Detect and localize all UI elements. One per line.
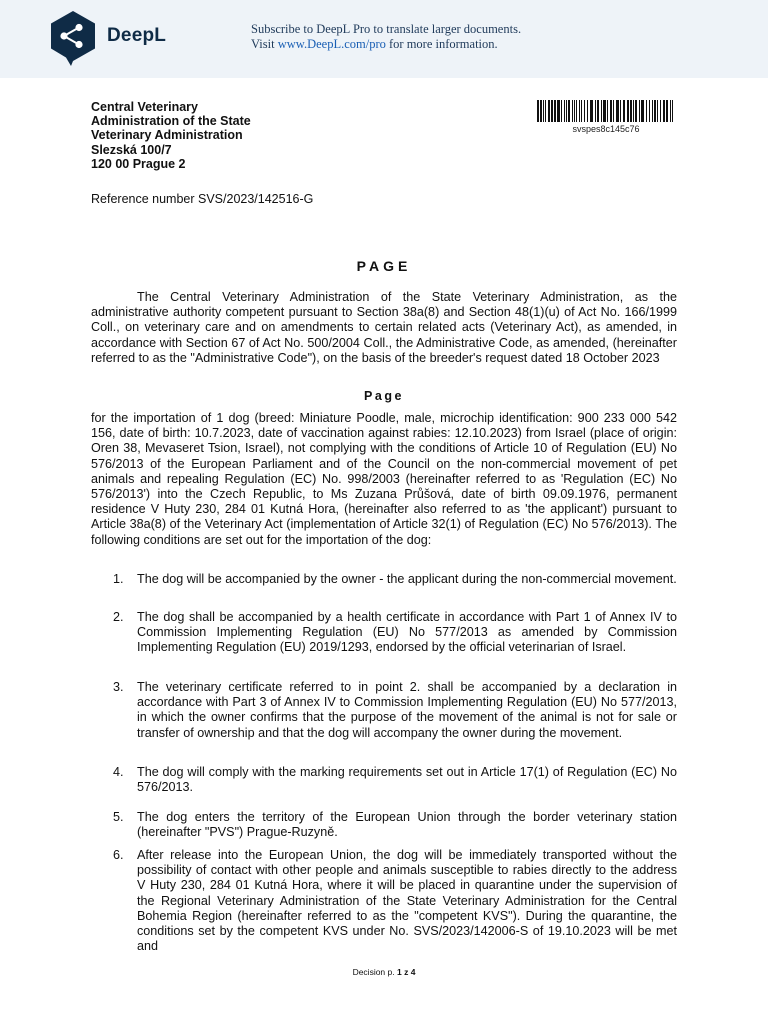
condition-number: 6. bbox=[113, 848, 124, 862]
barcode-bar bbox=[572, 100, 573, 122]
barcode-bar bbox=[543, 100, 544, 122]
barcode-bar bbox=[590, 100, 593, 122]
barcode-bar bbox=[660, 100, 661, 122]
barcode-bar bbox=[649, 100, 650, 122]
sender-line: Administration of the State bbox=[91, 114, 251, 129]
condition-item bbox=[91, 848, 677, 954]
condition-text: The dog shall be accompanied by a health certificate in accordance with Part 1 of Annex IV to Commission Implementing Regulation (EU) No 577/2013 as amended by Commission Implementing Regulation (EU) 2019/1293, endorsed by the official veterinarian of Israel. bbox=[137, 610, 677, 655]
banner-line-2-prefix: Visit bbox=[251, 37, 278, 51]
barcode-bar bbox=[657, 100, 658, 122]
body-paragraph: for the importation of 1 dog (breed: Miniature Poodle, male, microchip identification: 900 233 000 542 156, date of birth: 10.7.2023, date of vaccination against rabies: 12.10.2023) from Israel (place of origin: Oren 38, Mevaseret Tsion, Israel), not complying with the conditions of Article 10 of Regulation (EU) No 576/2013 of the European Parliament and of the Council on the non-commercial movement of pet animals and repealing Regulation (EC) No. 998/2003 (hereinafter referred to as 'Regulation (EC) No 576/2013') into the Czech Republic, to Ms Zuzana Průšová, date of birth 09.09.1976, permanent residence V Huty 230, 284 01 Kutná Hora, (hereinafter also referred to as 'the applicant') pursuant to Article 38a(8) of the Veterinary Act (implementation of Article 32(1) of Regulation (EC) No 576/2013). The following conditions are set out for the importation of the dog: bbox=[91, 411, 677, 547]
section-subtitle: Page bbox=[364, 389, 404, 403]
barcode-bar bbox=[672, 100, 673, 122]
document-barcode bbox=[537, 100, 675, 134]
barcode-bar bbox=[557, 100, 560, 122]
barcode-bar bbox=[666, 100, 668, 122]
condition-number: 3. bbox=[113, 680, 124, 694]
condition-text: The dog will be accompanied by the owner - the applicant during the non-commercial movement. bbox=[137, 572, 677, 586]
barcode-bar bbox=[603, 100, 606, 122]
barcode-bar bbox=[654, 100, 656, 122]
barcode-bar bbox=[568, 100, 570, 122]
barcode-bar bbox=[652, 100, 653, 122]
barcode-bar bbox=[574, 100, 575, 122]
condition-text: The veterinary certificate referred to in point 2. shall be accompanied by a declaration in accordance with Part 3 of Annex IV to Commission Implementing Regulation (EU) No 577/2013, in which the owner confirms that the purpose of the movement of the animal is not for sale or transfer of ownership and that the dog will accompany the owner during the movement. bbox=[137, 680, 677, 740]
barcode-icon bbox=[537, 100, 675, 122]
sender-line: Veterinary Administration bbox=[91, 128, 243, 143]
barcode-bar bbox=[623, 100, 625, 122]
intro-paragraph: The Central Veterinary Administration of the State Veterinary Administration, as the administrative authority competent pursuant to Section 38a(8) and Section 48(1)(u) of Act No. 166/1999 Coll., on veterinary care and on amendments to certain related acts (Veterinary Act), as amended, in accordance with Section 67 of Act No. 500/2004 Coll., the Administrative Code, as amended, (hereinafter referred to as the "Administrative Code"), on the basis of the breeder's request dated 18 October 2023 bbox=[91, 290, 677, 365]
barcode-bar bbox=[540, 100, 542, 122]
condition-number: 5. bbox=[113, 810, 124, 824]
barcode-bar bbox=[587, 100, 588, 122]
barcode-bar bbox=[670, 100, 671, 122]
barcode-bar bbox=[561, 100, 562, 122]
condition-text: The dog enters the territory of the European Union through the border veterinary station (hereinafter "PVS") Prague-Ruzyně. bbox=[137, 810, 677, 840]
barcode-bar bbox=[545, 100, 546, 122]
barcode-bar bbox=[564, 100, 565, 122]
barcode-bar bbox=[610, 100, 612, 122]
condition-item bbox=[91, 610, 677, 656]
barcode-bar bbox=[635, 100, 637, 122]
barcode-bar bbox=[548, 100, 550, 122]
barcode-bar bbox=[616, 100, 619, 122]
footer-label: Decision p. bbox=[352, 967, 395, 977]
barcode-bar bbox=[663, 100, 665, 122]
barcode-bar bbox=[579, 100, 580, 122]
document-title: PAGE bbox=[356, 258, 412, 274]
banner-line-2-suffix: for more information. bbox=[385, 37, 498, 51]
banner-line-1: Subscribe to DeepL Pro to translate larger documents. bbox=[251, 22, 522, 36]
sender-line: Slezská 100/7 bbox=[91, 142, 172, 157]
banner-message bbox=[251, 22, 521, 52]
barcode-bar bbox=[537, 100, 539, 122]
barcode-bar bbox=[633, 100, 634, 122]
barcode-bar bbox=[646, 100, 647, 122]
banner-line-2 bbox=[251, 37, 521, 52]
barcode-bar bbox=[607, 100, 608, 122]
barcode-bar bbox=[554, 100, 556, 122]
barcode-bar bbox=[613, 100, 614, 122]
reference-number: Reference number SVS/2023/142516-G bbox=[91, 192, 314, 206]
sender-line: Central Veterinary bbox=[91, 100, 198, 114]
barcode-bar bbox=[620, 100, 621, 122]
condition-item bbox=[91, 765, 677, 795]
barcode-bar bbox=[581, 100, 582, 122]
barcode-code: svspes8c145c76 bbox=[572, 124, 640, 134]
barcode-bar bbox=[595, 100, 596, 122]
condition-number: 4. bbox=[113, 765, 124, 779]
condition-number: 2. bbox=[113, 610, 124, 624]
condition-item bbox=[91, 572, 677, 587]
barcode-bar bbox=[639, 100, 640, 122]
condition-number: 1. bbox=[113, 572, 124, 586]
condition-item bbox=[91, 680, 677, 741]
barcode-bar bbox=[630, 100, 632, 122]
deepl-brand-name: DeepL bbox=[107, 25, 167, 46]
page-footer bbox=[0, 967, 768, 977]
barcode-bar bbox=[551, 100, 553, 122]
sender-address bbox=[91, 100, 251, 171]
sender-line: 120 00 Prague 2 bbox=[91, 156, 186, 171]
deepl-banner bbox=[0, 0, 768, 78]
condition-text: After release into the European Union, the dog will be immediately transported without the possibility of contact with other people and animals susceptible to rabies directly to the address V Huty 230, 284 01 Kutná Hora, where it will be placed in quarantine under the supervision of the Regional Veterinary Administration of the State Veterinary Administration for the Central Bohemia Region (hereinafter referred to as the "competent KVS"). During the quarantine, the conditions set by the competent KVS under No. SVS/2023/142006-S of 19.10.2023 will be met and bbox=[137, 848, 677, 954]
barcode-bar bbox=[584, 100, 585, 122]
deepl-pro-link[interactable]: www.DeepL.com/pro bbox=[277, 37, 386, 51]
barcode-bar bbox=[576, 100, 577, 122]
barcode-bar bbox=[627, 100, 629, 122]
footer-page-number: 1 z 4 bbox=[397, 967, 416, 977]
deepl-logo-icon[interactable] bbox=[47, 9, 99, 67]
condition-item bbox=[91, 810, 677, 840]
barcode-bar bbox=[601, 100, 602, 122]
condition-text: The dog will comply with the marking requirements set out in Article 17(1) of Regulation (EC) No 576/2013. bbox=[137, 765, 677, 795]
barcode-bar bbox=[597, 100, 599, 122]
barcode-bar bbox=[641, 100, 644, 122]
barcode-bar bbox=[566, 100, 567, 122]
